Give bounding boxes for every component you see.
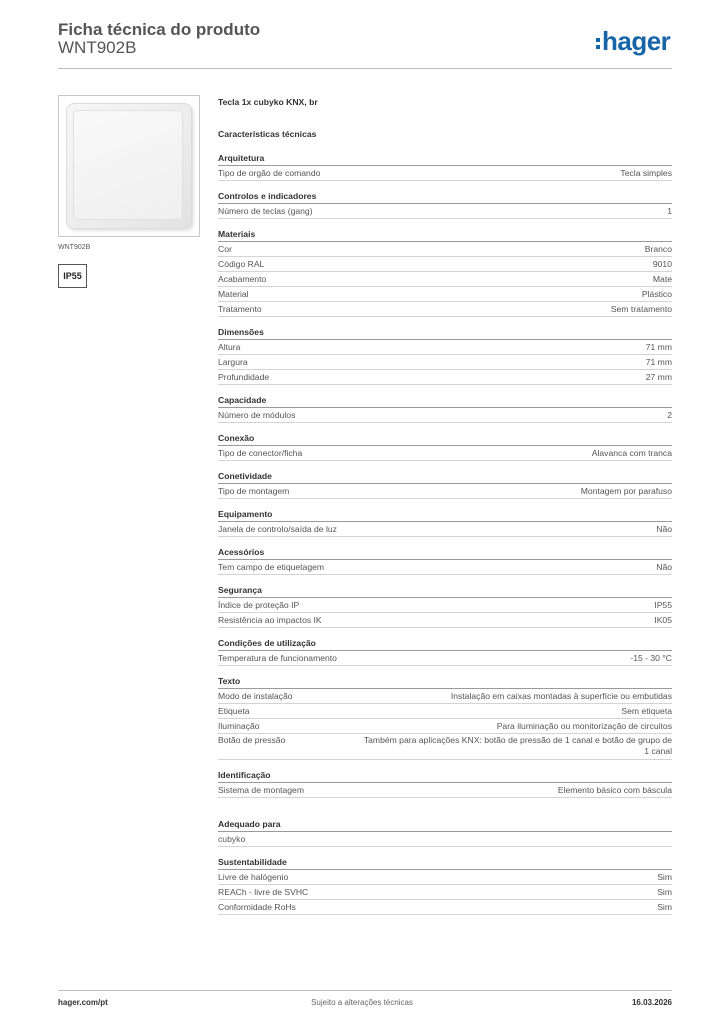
spec-row [218,832,672,847]
spec-value: Não [656,562,672,572]
product-code: WNT902B [58,38,137,57]
spec-row [218,651,672,666]
spec-row [218,484,672,499]
spec-label: Conformidade RoHs [218,902,296,912]
spec-row [218,704,672,719]
spec-value: -15 - 30 °C [630,653,672,663]
spec-value: 71 mm [645,342,672,352]
section-title: Condições de utilização [218,637,672,651]
spec-row [218,408,672,423]
spec-label: Sistema de montagem [218,785,304,795]
spec-row [218,272,672,287]
spec-value: Sim [657,902,672,912]
spec-label: Modo de instalação [218,691,293,701]
spec-label: Cor [218,244,232,254]
spec-label: Tipo de montagem [218,486,290,496]
spec-label: Acabamento [218,274,267,284]
footer-date: 16.03.2026 [631,998,672,1007]
footer-website: hager.com/pt [58,998,108,1007]
spec-label: Janela de controlo/saída de luz [218,524,337,534]
spec-label: Largura [218,357,248,367]
spec-label: Profundidade [218,372,270,382]
spec-value: Também para aplicações KNX: botão de pressão de 1 canal e botão de grupo de 1 canal [363,735,672,756]
spec-value: Para iluminação ou monitorização de circuitos [496,721,672,731]
section-title: Segurança [218,584,672,598]
spec-value: 1 [667,206,672,216]
section-title: Materiais [218,228,672,242]
spec-section [218,190,672,219]
specs-heading: Características técnicas [218,129,317,139]
spec-section [218,152,672,181]
spec-section [218,326,672,385]
spec-value: Instalação em caixas montadas à superfície ou embutidas [450,691,672,701]
spec-label: Número de teclas (gang) [218,206,313,216]
technical-specs [218,97,672,915]
spec-value: Montagem por parafuso [580,486,672,496]
product-image [58,95,200,237]
spec-value: 27 mm [645,372,672,382]
spec-row [218,719,672,734]
spec-value: Sim [657,887,672,897]
spec-section [218,818,672,847]
spec-section [218,508,672,537]
page-title: Ficha técnica do produto [58,20,261,39]
spec-label: Etiqueta [218,706,250,716]
spec-section [218,856,672,915]
spec-value: Elemento básico com báscula [557,785,672,795]
spec-section [218,394,672,423]
spec-label: cubyko [218,834,246,844]
section-title: Controlos e indicadores [218,190,672,204]
section-title: Conetividade [218,470,672,484]
logo-text: hager [602,26,671,56]
spec-value: Sim [657,872,672,882]
switch-plate-icon [66,103,192,229]
header-divider [58,68,672,69]
spec-label: Temperatura de funcionamento [218,653,337,663]
section-title: Acessórios [218,546,672,560]
image-caption: WNT902B [58,244,91,251]
spec-section [218,546,672,575]
logo-dots-icon [596,35,600,52]
spec-label: Número de módulos [218,410,296,420]
spec-section [218,637,672,666]
section-title: Identificação [218,769,672,783]
spec-value: IP55 [654,600,672,610]
spec-section [218,584,672,628]
switch-key [74,111,182,219]
section-title: Arquitetura [218,152,672,166]
spec-label: Resistência ao impactos IK [218,615,322,625]
spec-row [218,370,672,385]
spec-value: 9010 [652,259,672,269]
spec-row [218,522,672,537]
spec-row [218,257,672,272]
spec-section [218,228,672,317]
product-name: Tecla 1x cubyko KNX, br [218,97,318,107]
spec-row [218,242,672,257]
spec-row [218,302,672,317]
spec-row [218,204,672,219]
spec-row [218,560,672,575]
spec-value: Sem etiqueta [621,706,672,716]
spec-sections [218,152,672,915]
spec-label: Tratamento [218,304,262,314]
section-title: Adequado para [218,818,672,832]
spec-label: REACh - livre de SVHC [218,887,309,897]
spec-label: Botão de pressão [218,735,286,745]
spec-row [218,166,672,181]
spec-row [218,885,672,900]
section-title: Capacidade [218,394,672,408]
section-title: Conexão [218,432,672,446]
spec-label: Tipo de conector/ficha [218,448,303,458]
spec-row [218,598,672,613]
spec-section [218,470,672,499]
spec-section [218,432,672,461]
section-title: Sustentabilidade [218,856,672,870]
spec-value: 2 [667,410,672,420]
spec-label: Material [218,289,249,299]
spec-value: Plástico [641,289,672,299]
spec-row [218,613,672,628]
section-title: Equipamento [218,508,672,522]
spec-value: 71 mm [645,357,672,367]
spec-value: IK05 [654,615,672,625]
spec-row [218,783,672,798]
section-title: Dimensões [218,326,672,340]
hager-logo [596,26,670,57]
spec-label: Tipo de orgão de comando [218,168,321,178]
section-title: Texto [218,675,672,689]
footer-divider [58,990,672,991]
footer-note: Sujeito a alterações técnicas [311,998,413,1007]
ip-rating-badge: IP55 [58,264,87,288]
spec-section [218,769,672,798]
spec-label: Livre de halógenio [218,872,289,882]
spec-row [218,900,672,915]
spec-value: Não [656,524,672,534]
spec-value: Tecla simples [620,168,672,178]
spec-value: Sem tratamento [610,304,672,314]
spec-row [218,287,672,302]
spec-label: Altura [218,342,241,352]
spec-row [218,734,672,760]
spec-row [218,446,672,461]
spec-row [218,689,672,704]
spec-row [218,340,672,355]
spec-value: Branco [644,244,672,254]
spec-label: Índice de proteção IP [218,600,300,610]
spec-label: Iluminação [218,721,260,731]
spec-label: Tem campo de etiquetagem [218,562,325,572]
spec-section [218,675,672,760]
spec-value: Alavanca com tranca [591,448,672,458]
spec-label: Código RAL [218,259,265,269]
spec-row [218,870,672,885]
spec-value: Mate [652,274,672,284]
spec-row [218,355,672,370]
